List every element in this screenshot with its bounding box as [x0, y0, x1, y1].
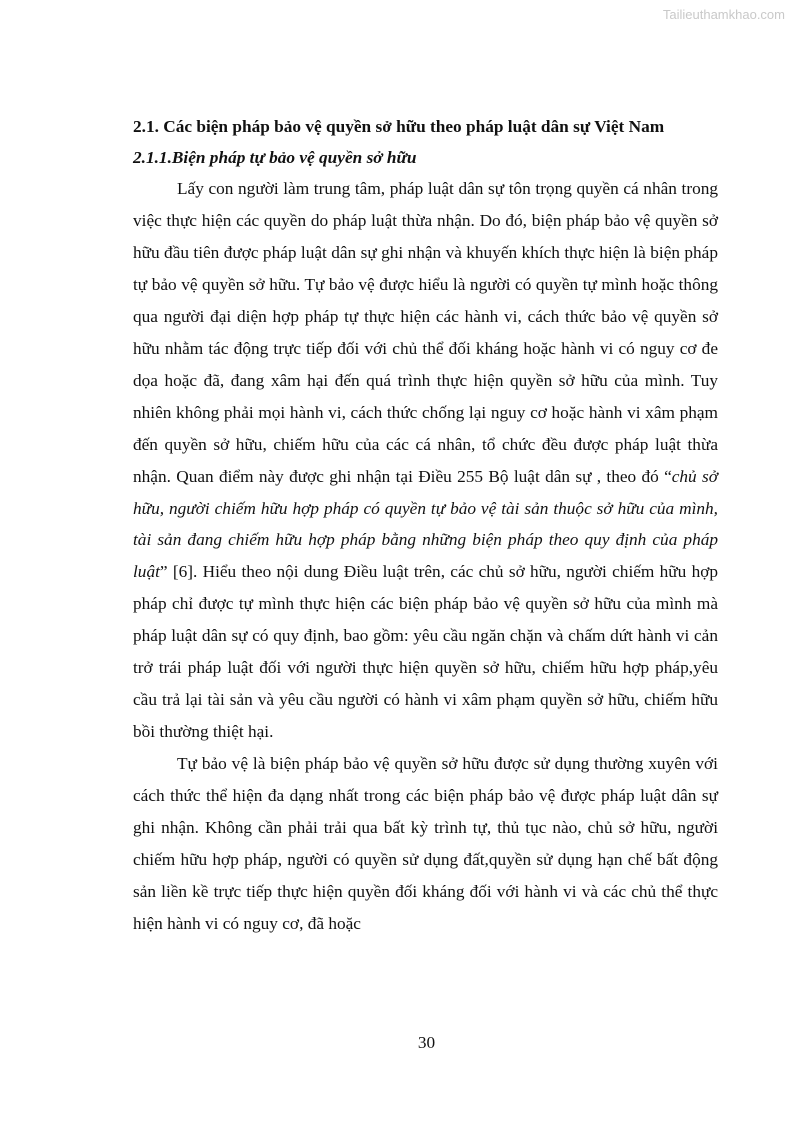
section-heading: 2.1. Các biện pháp bảo vệ quyền sở hữu theo pháp luật dân sự Việt Nam [133, 117, 665, 136]
paragraph-1-text: Lấy con người làm trung tâm, pháp luật dân sự tôn trọng quyền cá nhân trong việc thực hiện các quyền do pháp luật thừa nhận. Do đó, biện pháp bảo vệ quyền sở hữu đầu tiên được pháp luật dân sự ghi nhận và khuyến khích thực hiện là biện pháp tự bảo vệ quyền sở hữu. Tự bảo vệ được hiểu là người có quyền tự mình hoặc thông qua người đại diện hợp pháp tự thực hiện các hành vi, cách thức bảo vệ quyền sở hữu nhằm tác động trực tiếp đối với chủ thể đối kháng hoặc hành vi có nguy cơ đe dọa hoặc đã, đang xâm hại đến quá trình thực hiện quyền sở hữu của mình. Tuy nhiên không phải mọi hành vi, cách thức chống lại nguy cơ hoặc hành vi xâm phạm đến quyền sở hữu, chiếm hữu của các cá nhân, tổ chức đều được pháp luật thừa nhận. Quan điểm này được ghi nhận tại Điều 255 Bộ luật dân sự , theo đó “ [133, 179, 718, 486]
legal-quote: chủ sở hữu, người chiếm hữu hợp pháp có quyền tự bảo vệ tài sản thuộc sở hữu của mình, tài sản đang chiếm hữu hợp pháp bằng những biện pháp theo quy định của pháp luật [133, 466, 718, 582]
paragraph-1-continuation: ” [6]. Hiểu theo nội dung Điều luật trên, các chủ sở hữu, người chiếm hữu hợp pháp chỉ được tự mình thực hiện các biện pháp bảo vệ quyền sở hữu của mình mà pháp luật dân sự có quy định, bao gồm: yêu cầu ngăn chặn và chấm dứt hành vi cản trở trái pháp luật đối với người thực hiện quyền sở hữu, chiếm hữu hợp pháp,yêu cầu trả lại tài sản và yêu cầu người có hành vi xâm phạm quyền sở hữu, chiếm hữu bồi thường thiệt hại. [133, 562, 718, 742]
page-number: 30 [417, 1033, 436, 1052]
paragraph-1 [133, 173, 718, 748]
watermark-text: Tailieuthamkhao.com [662, 7, 785, 22]
subsection-heading: 2.1.1.Biện pháp tự bảo vệ quyền sở hữu [133, 148, 417, 167]
paragraph-2: Tự bảo vệ là biện pháp bảo vệ quyền sở hữu được sử dụng thường xuyên với cách thức thể hiện đa dạng nhất trong các biện pháp bảo vệ được pháp luật dân sự ghi nhận. Không cần phải trải qua bất kỳ trình tự, thủ tục nào, chủ sở hữu, người chiếm hữu hợp pháp, người có quyền sử dụng đất,quyền sử dụng hạn chế bất động sản liền kề trực tiếp thực hiện quyền đối kháng đối với hành vi và các chủ thể thực hiện hành vi có nguy cơ, đã hoặc [133, 754, 718, 933]
document-body [133, 111, 718, 940]
